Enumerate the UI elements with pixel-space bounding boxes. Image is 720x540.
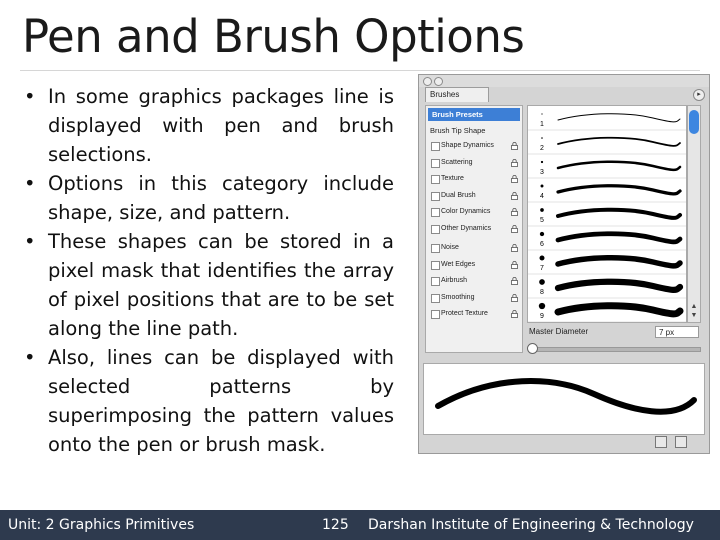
lock-icon[interactable]	[511, 244, 518, 252]
option-label: Dual Brush	[441, 191, 476, 199]
brush-option-row[interactable]	[426, 172, 522, 189]
option-checkbox[interactable]	[431, 244, 440, 253]
master-diameter-label: Master Diameter	[529, 327, 589, 336]
bullet-item	[24, 169, 394, 227]
bullet-dot: •	[24, 346, 36, 369]
bullet-text: In some graphics packages line is displayed with pen and brush selections.	[48, 85, 394, 166]
brush-option-row[interactable]	[426, 291, 522, 308]
brush-size-label: 5	[540, 217, 544, 224]
bullet-text: These shapes can be stored in a pixel mask that identifies the array of pixel positions that are to be set along the line path.	[48, 230, 394, 340]
brush-option-row[interactable]	[426, 307, 522, 324]
brush-stroke-previews	[528, 106, 686, 322]
brush-option-row[interactable]	[426, 189, 522, 206]
option-label: Protect Texture	[441, 310, 488, 317]
lock-icon[interactable]	[511, 175, 518, 183]
option-label: Smoothing	[441, 293, 475, 301]
panel-menu-icon[interactable]: ▸	[693, 89, 705, 101]
brush-tip-dot	[539, 303, 545, 309]
scroll-thumb[interactable]	[689, 110, 699, 134]
footer-institute: Darshan Institute of Engineering & Technology	[368, 517, 694, 533]
brush-preset-list[interactable]	[527, 105, 687, 323]
brush-option-row[interactable]	[426, 205, 522, 222]
brush-option-row[interactable]	[426, 241, 522, 258]
option-label: Scattering	[441, 158, 473, 166]
panel-titlebar	[419, 75, 709, 87]
tab-brushes[interactable]: Brushes	[425, 87, 489, 102]
bullet-item	[24, 227, 394, 343]
slide-footer	[0, 510, 720, 540]
option-label: Other Dynamics	[441, 224, 492, 232]
brush-option-row[interactable]	[426, 274, 522, 291]
brush-stroke-sample	[558, 138, 680, 146]
lock-icon[interactable]	[511, 208, 518, 216]
footer-unit: Unit: 2 Graphics Primitives	[8, 517, 195, 533]
brush-stroke-sample	[558, 186, 680, 194]
brush-stroke-sample	[558, 306, 680, 314]
brush-stroke-sample	[558, 114, 680, 122]
brush-option-row[interactable]	[426, 156, 522, 173]
master-diameter-input[interactable]: 7 px	[655, 326, 699, 338]
scroll-down-icon[interactable]: ▼	[690, 312, 698, 319]
brush-tip-shape-item[interactable]: Brush Tip Shape	[430, 126, 486, 135]
option-label: Airbrush	[441, 277, 468, 284]
brush-options-list	[425, 105, 523, 353]
option-checkbox[interactable]	[431, 192, 440, 201]
stroke-preview	[423, 363, 705, 435]
brush-size-label: 8	[540, 289, 544, 296]
brush-stroke-sample	[558, 282, 680, 290]
bullet-item	[24, 343, 394, 459]
brush-tip-dot	[539, 279, 545, 285]
lock-icon[interactable]	[511, 310, 518, 318]
option-checkbox[interactable]	[431, 277, 440, 286]
option-checkbox[interactable]	[431, 225, 440, 234]
bullet-list	[24, 82, 394, 459]
option-label: Color Dynamics	[441, 208, 491, 215]
option-checkbox[interactable]	[431, 261, 440, 270]
lock-icon[interactable]	[511, 277, 518, 285]
bullet-dot: •	[24, 230, 36, 253]
option-checkbox[interactable]	[431, 294, 440, 303]
diameter-slider-knob[interactable]	[527, 343, 538, 354]
stroke-preview-graphic	[424, 364, 704, 434]
brush-presets-item[interactable]: Brush Presets	[428, 108, 520, 121]
preset-scrollbar[interactable]	[687, 105, 701, 323]
brush-stroke-sample	[558, 234, 680, 242]
brush-stroke-sample	[558, 258, 680, 266]
brush-tip-dot	[540, 256, 545, 261]
brush-tip-dot	[541, 185, 544, 188]
diameter-slider-track[interactable]	[529, 347, 701, 352]
scroll-up-icon[interactable]: ▲	[690, 303, 698, 310]
brushes-panel	[418, 74, 710, 454]
brush-size-label: 9	[540, 313, 544, 320]
lock-icon[interactable]	[511, 294, 518, 302]
brush-tip-dot	[540, 232, 544, 236]
brush-size-label: 4	[540, 193, 544, 200]
bullet-item	[24, 82, 394, 169]
option-label: Texture	[441, 175, 464, 182]
bullet-dot: •	[24, 172, 36, 195]
bullet-dot: •	[24, 85, 36, 108]
brush-size-label: 3	[540, 169, 544, 176]
brush-option-row[interactable]	[426, 258, 522, 275]
brush-size-label: 6	[540, 241, 544, 248]
new-brush-icon[interactable]	[655, 436, 667, 448]
option-rows	[426, 139, 522, 324]
option-checkbox[interactable]	[431, 175, 440, 184]
lock-icon[interactable]	[511, 225, 518, 233]
lock-icon[interactable]	[511, 261, 518, 269]
brush-tip-dot	[541, 113, 542, 114]
brush-size-label: 1	[540, 121, 544, 128]
lock-icon[interactable]	[511, 159, 518, 167]
brush-size-label: 7	[540, 265, 544, 272]
close-window-button[interactable]	[423, 77, 432, 86]
brush-stroke-sample	[558, 210, 680, 218]
brush-tip-dot	[541, 161, 543, 163]
lock-icon[interactable]	[511, 192, 518, 200]
lock-icon[interactable]	[511, 142, 518, 150]
option-label: Shape Dynamics	[441, 142, 494, 149]
slide-title: Pen and Brush Options	[22, 10, 525, 63]
title-divider	[20, 70, 700, 71]
minimize-window-button[interactable]	[434, 77, 443, 86]
option-checkbox[interactable]	[431, 142, 440, 151]
brush-stroke-sample	[558, 162, 680, 170]
footer-page-number: 125	[322, 517, 349, 533]
brush-size-label: 2	[540, 145, 544, 152]
option-label: Noise	[441, 244, 459, 251]
bullet-text: Options in this category include shape, size, and pattern.	[48, 172, 394, 224]
bullet-text: Also, lines can be displayed with selected patterns by superimposing the pattern values onto the pen or brush mask.	[48, 346, 394, 456]
option-checkbox[interactable]	[431, 310, 440, 319]
delete-brush-icon[interactable]	[675, 436, 687, 448]
option-label: Wet Edges	[441, 260, 476, 268]
brush-option-row[interactable]	[426, 139, 522, 156]
brush-option-row[interactable]	[426, 222, 522, 239]
brush-tip-dot	[540, 208, 544, 212]
option-checkbox[interactable]	[431, 208, 440, 217]
option-checkbox[interactable]	[431, 159, 440, 168]
brush-tip-dot	[541, 137, 543, 139]
